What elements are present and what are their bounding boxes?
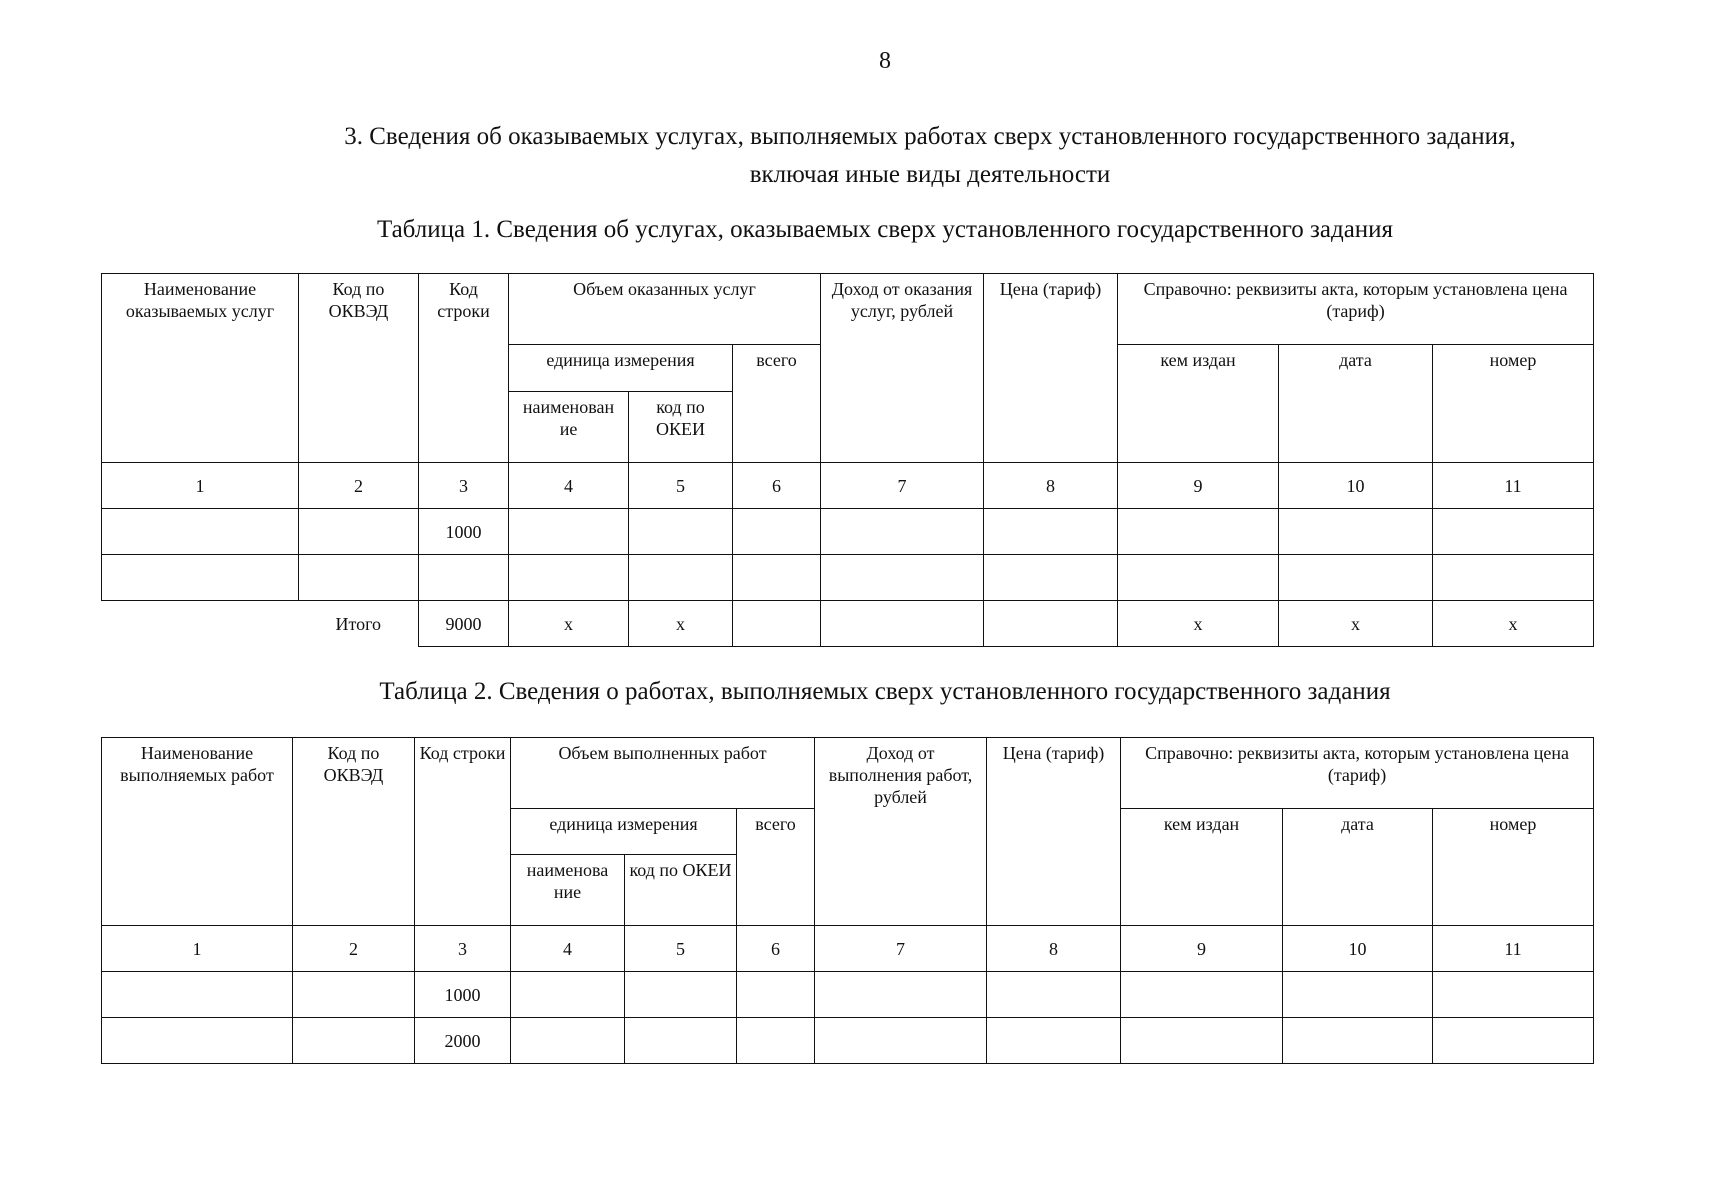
cell [821, 555, 984, 601]
cell [419, 555, 509, 601]
header-row-code: Код строки [415, 738, 511, 926]
total-label: Итого [299, 601, 419, 647]
cell [1433, 555, 1594, 601]
cell [984, 601, 1118, 647]
header-volume: Объем выполненных работ [511, 738, 815, 809]
blank-cell [102, 601, 299, 647]
header-reference: Справочно: реквизиты акта, которым установлена цена (тариф) [1121, 738, 1594, 809]
column-number: 5 [625, 926, 737, 972]
cell [625, 1018, 737, 1064]
column-number: 8 [984, 463, 1118, 509]
cell [987, 1018, 1121, 1064]
column-number: 11 [1433, 463, 1594, 509]
cell [1433, 1018, 1594, 1064]
table-row [102, 1018, 1594, 1064]
cell [1433, 972, 1594, 1018]
cell: 1000 [419, 509, 509, 555]
header-unit-name: наименова ние [511, 855, 625, 926]
cell: х [629, 601, 733, 647]
header-total: всего [737, 809, 815, 926]
header-service-name: Наименование оказываемых услуг [102, 274, 299, 463]
cell: 9000 [419, 601, 509, 647]
cell [815, 972, 987, 1018]
cell [1121, 972, 1283, 1018]
column-number: 11 [1433, 926, 1594, 972]
header-unit-okei: код по ОКЕИ [629, 392, 733, 463]
cell [625, 972, 737, 1018]
cell [737, 1018, 815, 1064]
header-number: номер [1433, 809, 1594, 926]
cell: 1000 [415, 972, 511, 1018]
cell [511, 972, 625, 1018]
header-unit-name: наименован ие [509, 392, 629, 463]
cell [293, 972, 415, 1018]
column-number: 8 [987, 926, 1121, 972]
cell [815, 1018, 987, 1064]
column-number: 7 [815, 926, 987, 972]
cell [1433, 509, 1594, 555]
cell [733, 601, 821, 647]
header-issued-by: кем издан [1118, 345, 1279, 463]
table-row [102, 509, 1594, 555]
header-number: номер [1433, 345, 1594, 463]
column-number-row [102, 463, 1594, 509]
cell [102, 972, 293, 1018]
header-date: дата [1279, 345, 1433, 463]
table-2-caption: Таблица 2. Сведения о работах, выполняемых сверх установленного государственного задания [379, 678, 1391, 705]
column-number: 4 [509, 463, 629, 509]
header-work-name: Наименование выполняемых работ [102, 738, 293, 926]
column-number: 6 [733, 463, 821, 509]
total-row [102, 601, 1594, 647]
cell [102, 1018, 293, 1064]
table-row [102, 555, 1594, 601]
cell: х [1118, 601, 1279, 647]
cell [733, 555, 821, 601]
cell [821, 509, 984, 555]
header-income: Доход от оказания услуг, рублей [821, 274, 984, 463]
header-income: Доход от выполнения работ, рублей [815, 738, 987, 926]
cell [1283, 972, 1433, 1018]
table-row [102, 972, 1594, 1018]
header-okved: Код по ОКВЭД [293, 738, 415, 926]
cell [629, 555, 733, 601]
column-number: 1 [102, 463, 299, 509]
header-price: Цена (тариф) [984, 274, 1118, 463]
header-unit: единица измерения [511, 809, 737, 855]
column-number: 10 [1283, 926, 1433, 972]
table-1-caption: Таблица 1. Сведения об услугах, оказываемых сверх установленного государственного задания [376, 216, 1394, 243]
column-number: 6 [737, 926, 815, 972]
header-price: Цена (тариф) [987, 738, 1121, 926]
column-number: 7 [821, 463, 984, 509]
cell [1118, 509, 1279, 555]
cell [1121, 1018, 1283, 1064]
cell [821, 601, 984, 647]
header-volume: Объем оказанных услуг [509, 274, 821, 345]
cell: х [509, 601, 629, 647]
cell [987, 972, 1121, 1018]
cell [102, 555, 299, 601]
cell: х [1433, 601, 1594, 647]
cell [293, 1018, 415, 1064]
cell [511, 1018, 625, 1064]
cell [1118, 555, 1279, 601]
header-date: дата [1283, 809, 1433, 926]
cell [1279, 555, 1433, 601]
cell [299, 509, 419, 555]
cell [509, 509, 629, 555]
page-number: 8 [879, 48, 891, 74]
column-number: 4 [511, 926, 625, 972]
header-unit: единица измерения [509, 345, 733, 392]
cell [1279, 509, 1433, 555]
column-number: 5 [629, 463, 733, 509]
column-number: 2 [293, 926, 415, 972]
column-number-row [102, 926, 1594, 972]
column-number: 2 [299, 463, 419, 509]
cell [733, 509, 821, 555]
cell [1283, 1018, 1433, 1064]
header-okved: Код по ОКВЭД [299, 274, 419, 463]
column-number: 1 [102, 926, 293, 972]
cell [629, 509, 733, 555]
column-number: 3 [419, 463, 509, 509]
cell [984, 555, 1118, 601]
cell: 2000 [415, 1018, 511, 1064]
cell [984, 509, 1118, 555]
header-row-code: Код строки [419, 274, 509, 463]
cell: х [1279, 601, 1433, 647]
cell [737, 972, 815, 1018]
cell [102, 509, 299, 555]
header-total: всего [733, 345, 821, 463]
column-number: 9 [1118, 463, 1279, 509]
column-number: 3 [415, 926, 511, 972]
cell [509, 555, 629, 601]
section-heading-line-2: включая иные виды деятельности [749, 161, 1111, 188]
cell [299, 555, 419, 601]
column-number: 10 [1279, 463, 1433, 509]
section-heading [180, 118, 1680, 194]
header-unit-okei: код по ОКЕИ [625, 855, 737, 926]
header-reference: Справочно: реквизиты акта, которым установлена цена (тариф) [1118, 274, 1594, 345]
column-number: 9 [1121, 926, 1283, 972]
header-issued-by: кем издан [1121, 809, 1283, 926]
works-table [101, 737, 1594, 1064]
services-table [101, 273, 1594, 647]
section-heading-line-1: 3. Сведения об оказываемых услугах, выполняемых работах сверх установленного государственного задания, [344, 123, 1516, 150]
